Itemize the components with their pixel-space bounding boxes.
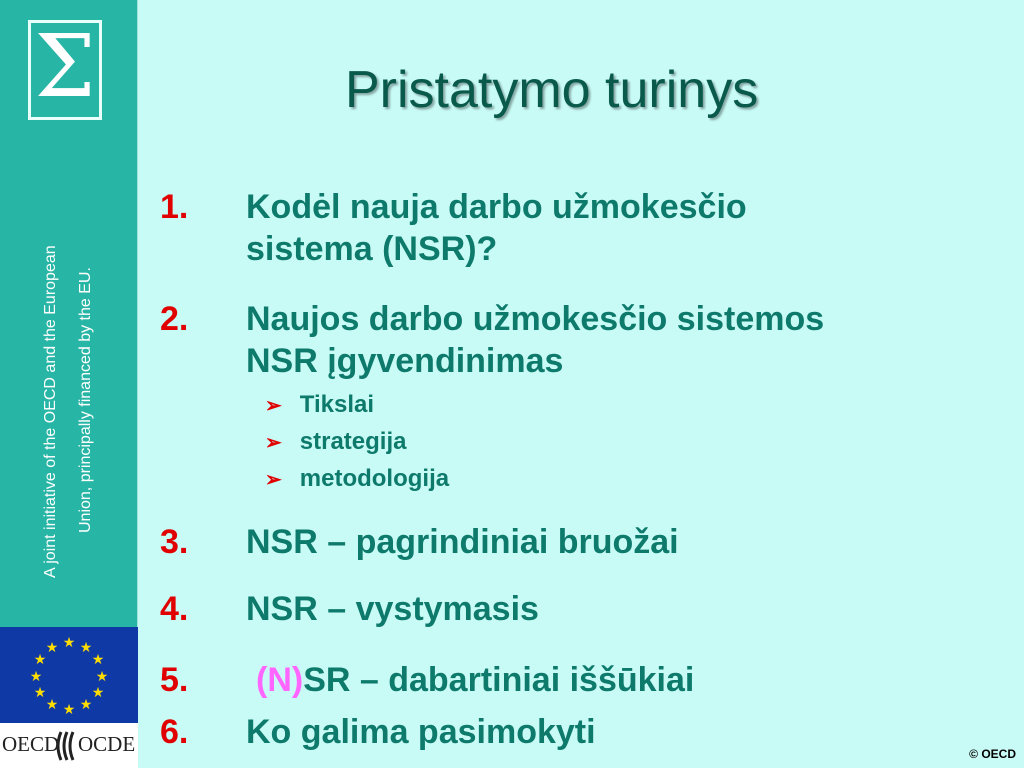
subitem-text: strategija [299,428,407,455]
arrow-bullet-icon: ➢ [265,469,282,491]
svg-text:★: ★ [79,640,93,656]
item-text [246,186,747,270]
oecd-emblem-icon [55,728,79,764]
item-text-line1: Naujos darbo užmokesčio sistemos [246,300,825,338]
item-prefix-n: (N) [256,661,304,699]
slide-title: Pristatymo turinys [345,61,759,119]
sidebar-text-line1: A joint initiative of the OECD and the European [42,245,59,578]
sidebar-banner [0,0,138,627]
subitem-3 [265,464,449,495]
subitem-text: metodologija [299,465,450,492]
item-number: 6. [160,713,189,751]
subitem-text: Tikslai [299,391,375,418]
svg-text:★: ★ [33,652,47,668]
item-text: NSR – vystymasis [246,590,539,628]
arrow-bullet-icon: ➢ [265,395,282,417]
ocde-label: OCDE [78,732,136,756]
subitem-1 [265,390,374,421]
arrow-bullet-icon: ➢ [265,432,282,454]
svg-text:★: ★ [45,697,59,713]
item-text [256,659,694,701]
svg-text:★: ★ [62,635,76,651]
svg-text:★: ★ [29,669,43,685]
item-text: NSR – pagrindiniai bruožai [246,523,679,561]
subitem-2 [265,427,406,458]
eu-stars-icon [0,627,138,723]
item-text-line2: sistema (NSR)? [246,230,498,268]
item-text-line1: Kodėl nauja darbo užmokesčio [246,188,747,226]
svg-text:★: ★ [91,685,105,701]
eu-flag [0,627,138,723]
item-text [246,298,824,382]
item-number: 1. [160,188,189,226]
sidebar-text-line2: Union, principally financed by the EU. [77,267,94,533]
oecd-label: OECD [2,732,60,756]
sigma-icon: Σ [34,17,96,117]
item-text-line2: NSR įgyvendinimas [246,342,564,380]
item-number: 2. [160,300,189,338]
svg-text:★: ★ [62,702,76,718]
svg-text:★: ★ [95,669,109,685]
copyright-notice: © OECD [969,747,1016,761]
item-number: 5. [160,661,189,699]
svg-text:★: ★ [33,685,47,701]
svg-text:★: ★ [45,640,59,656]
svg-text:★: ★ [79,697,93,713]
item-text: Ko galima pasimokyti [246,713,596,751]
item-number: 4. [160,590,189,628]
sigma-logo [28,17,102,120]
item-number: 3. [160,523,189,561]
item-text-rest: SR – dabartiniai iššūkiai [303,661,695,699]
oecd-logo-strip [0,723,138,768]
svg-text:★: ★ [91,652,105,668]
